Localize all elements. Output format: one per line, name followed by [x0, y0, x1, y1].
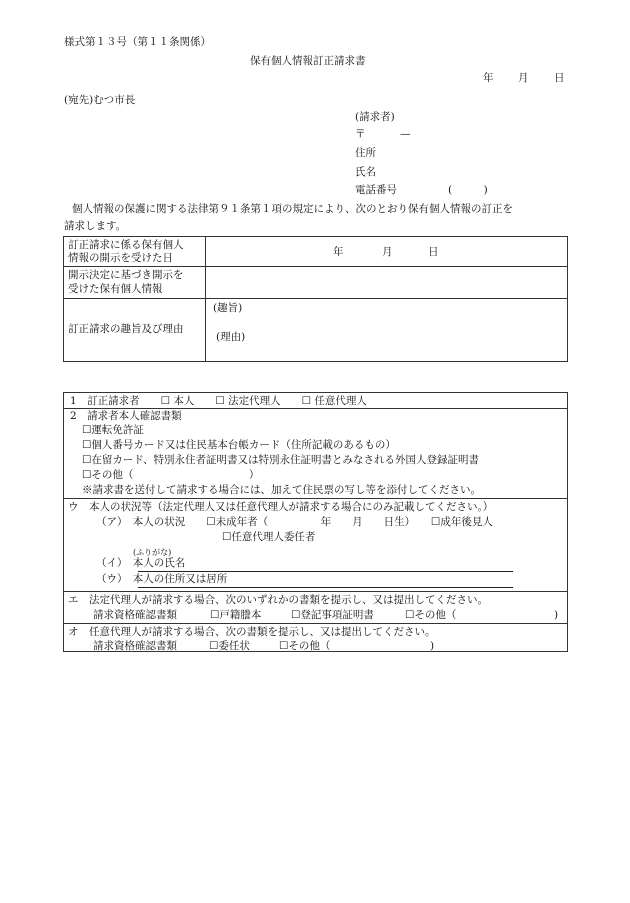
row2-input-area[interactable]	[206, 267, 567, 298]
section-separator	[63, 591, 568, 592]
section-separator	[63, 408, 568, 409]
sectionO-docs-label: 請求資格確認書類	[93, 640, 177, 652]
principal-status[interactable]: （ア） 本人の状況 ☐未成年者（ 年 月 日生） ☐成年後見人	[96, 516, 493, 528]
section2-note: ※請求書を送付して請求する場合には、加えて住民票の写し等を添付してください。	[82, 484, 481, 496]
row1-year[interactable]: 年	[333, 246, 344, 258]
intro-line-1: 個人情報の保護に関する法律第９１条第１項の規定により、次のとおり保有個人情報の訂正を	[72, 203, 513, 215]
row2-label-line2: 受けた保有個人情報	[68, 283, 163, 295]
postal-mark: 〒	[355, 128, 366, 140]
date-year[interactable]: 年	[483, 72, 494, 84]
row2-label-line1: 開示決定に基づき開示を	[68, 269, 184, 281]
row1-label-line2: 情報の開示を受けた日	[68, 252, 173, 264]
principal-address-label: （ウ） 本人の住所又は居所	[96, 573, 228, 585]
sectionO-title: オ 任意代理人が請求する場合、次の書類を提示し、又は提出してください。	[68, 626, 436, 638]
addressee: (宛先)むつ市長	[64, 94, 136, 106]
sectionE-docs-label: 請求資格確認書類	[93, 609, 177, 621]
sectionE-title: エ 法定代理人が請求する場合、次のいずれかの書類を提示し、又は提出してください。	[68, 594, 488, 606]
principal-name-field[interactable]	[138, 571, 513, 572]
registry-certificate-option[interactable]: ☐登記事項証明書	[291, 609, 374, 621]
date-day[interactable]: 日	[554, 72, 565, 84]
row1-day[interactable]: 日	[428, 246, 439, 258]
requester-address-label: 住所	[355, 147, 376, 159]
other-close-paren: )	[430, 640, 435, 652]
section2-title: 2 請求者本人確認書類	[70, 410, 182, 422]
form-number: 様式第１３号（第１１条関係）	[64, 36, 211, 48]
furigana-label: (ふりがな)	[133, 548, 172, 557]
power-of-attorney-option[interactable]: ☐委任状	[209, 640, 250, 652]
other-option[interactable]: ☐その他（	[279, 640, 331, 652]
requester-label: (請求者)	[355, 111, 395, 123]
other-close-paren: )	[554, 609, 559, 621]
id-doc-option[interactable]: ☐運転免許証	[82, 424, 144, 436]
row1-month[interactable]: 月	[382, 246, 393, 258]
row3-label: 訂正請求の趣旨及び理由	[68, 323, 184, 335]
table-row-separator	[63, 298, 568, 299]
other-option[interactable]: ☐その他（	[405, 609, 457, 621]
date-month[interactable]: 月	[518, 72, 529, 84]
row3-purpose[interactable]: (趣旨)	[213, 302, 243, 314]
section-separator	[63, 498, 568, 499]
section-separator	[63, 623, 568, 624]
row1-label-line1: 訂正請求に係る保有個人	[68, 239, 184, 251]
requester-name-label: 氏名	[355, 166, 376, 178]
principal-address-field[interactable]	[138, 587, 513, 588]
sectionU-title: ウ 本人の状況等（法定代理人又は任意代理人が請求する場合にのみ記載してください。）	[68, 501, 494, 513]
requester-phone-label: 電話番号	[355, 184, 397, 196]
id-doc-option[interactable]: ☐個人番号カード又は住民基本台帳カード（住所記載のあるもの）	[82, 439, 396, 451]
section1-requester-type[interactable]: 1 訂正請求者 ☐ 本人 ☐ 法定代理人 ☐ 任意代理人	[70, 395, 367, 407]
table-divider	[205, 236, 206, 362]
intro-line-2: 請求します。	[64, 220, 127, 232]
id-doc-option[interactable]: ☐その他（ ）	[82, 469, 260, 481]
id-doc-option[interactable]: ☐在留カード、特別永住者証明書又は特別永住証明書とみなされる外国人登録証明書	[82, 454, 479, 466]
page-title: 保有個人情報訂正請求書	[250, 55, 366, 67]
agent-principal-option[interactable]: ☐任意代理人委任者	[222, 531, 316, 543]
family-register-option[interactable]: ☐戸籍謄本	[210, 609, 262, 621]
postal-dash: —	[400, 128, 411, 140]
principal-name-label: （イ） 本人の氏名	[96, 557, 186, 569]
requester-phone-parens: ( )	[448, 184, 488, 196]
row3-reason[interactable]: (理由)	[216, 331, 246, 343]
